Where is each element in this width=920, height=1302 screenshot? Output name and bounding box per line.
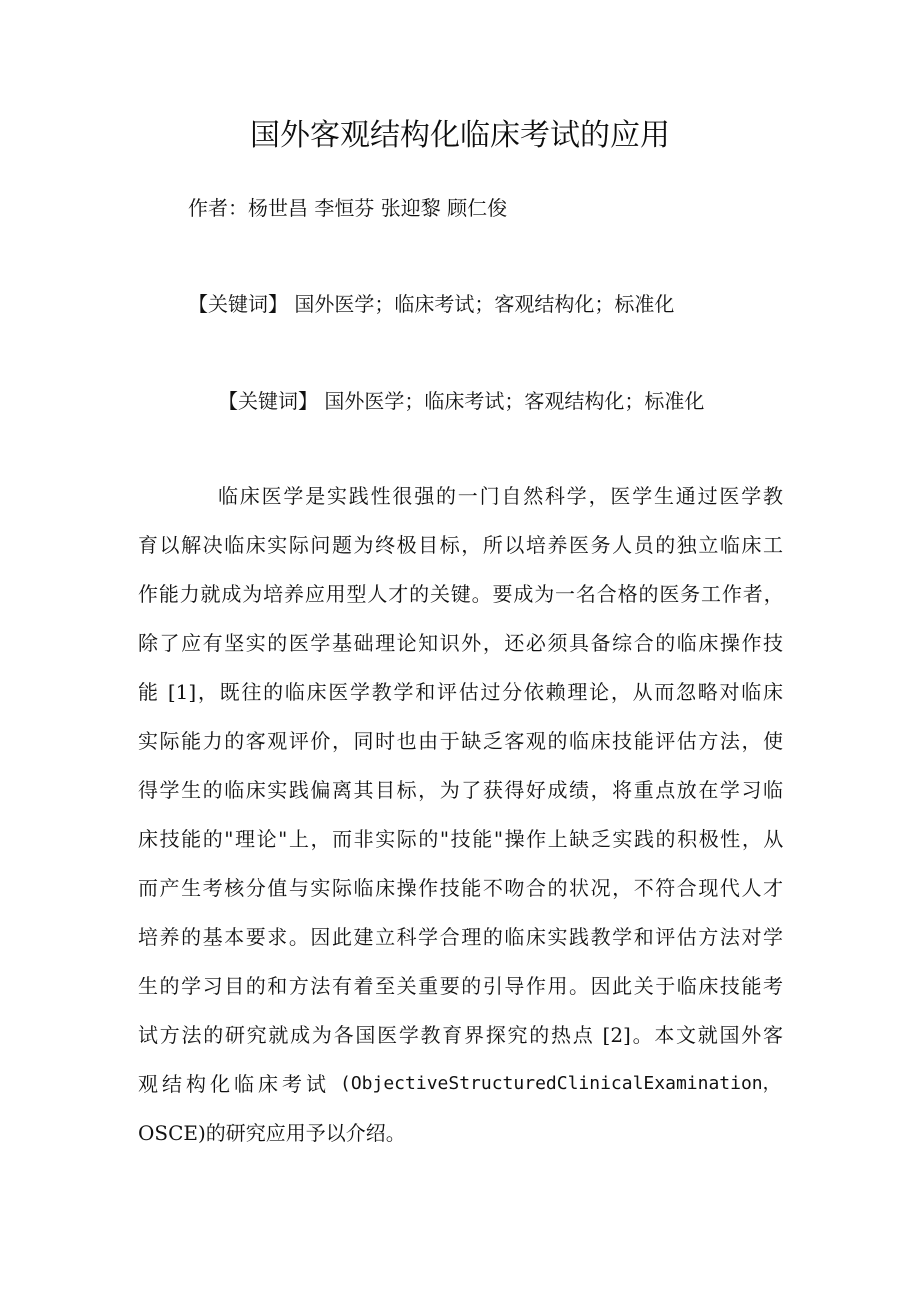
keywords-line: 【关键词】 国外医学；临床考试；客观结构化；标准化 bbox=[188, 292, 675, 316]
paragraph-line: 育以解决临床实际问题为终极目标，所以培养医务人员的独立临床工 bbox=[138, 533, 783, 557]
keywords-line-duplicate: 【关键词】 国外医学；临床考试；客观结构化；标准化 bbox=[218, 389, 705, 413]
author-line: 作者：杨世昌 李恒芬 张迎黎 顾仁俊 bbox=[188, 196, 508, 220]
paragraph-line-english: (ObjectiveStructuredClinicalExamination， bbox=[340, 1073, 781, 1094]
paragraph-line: 得学生的临床实践偏离其目标，为了获得好成绩，将重点放在学习临 bbox=[138, 778, 783, 802]
paragraph-line: 床技能的"理论"上，而非实际的"技能"操作上缺乏实践的积极性，从 bbox=[138, 827, 783, 851]
paragraph-line: 实际能力的客观评价，同时也由于缺乏客观的临床技能评估方法，使 bbox=[138, 729, 783, 753]
paragraph-line: 能 [1]，既往的临床医学教学和评估过分依赖理论，从而忽略对临床 bbox=[138, 680, 783, 704]
paragraph-line: 除了应有坚实的医学基础理论知识外，还必须具备综合的临床操作技 bbox=[138, 631, 783, 655]
paragraph-line: 试方法的研究就成为各国医学教育界探究的热点 [2]。本文就国外客 bbox=[138, 1023, 783, 1047]
paragraph-line: 生的学习目的和方法有着至关重要的引导作用。因此关于临床技能考 bbox=[138, 974, 783, 998]
paragraph-line: OSCE)的研究应用予以介绍。 bbox=[138, 1121, 406, 1145]
paragraph-line: 作能力就成为培养应用型人才的关键。要成为一名合格的医务工作者， bbox=[138, 582, 783, 606]
paragraph-line: 而产生考核分值与实际临床操作技能不吻合的状况，不符合现代人才 bbox=[138, 876, 783, 900]
paragraph-line: 临床医学是实践性很强的一门自然科学，医学生通过医学教 bbox=[218, 484, 783, 508]
paragraph-line: 观结构化临床考试 bbox=[138, 1072, 330, 1096]
document-title: 国外客观结构化临床考试的应用 bbox=[250, 118, 670, 153]
paragraph-line: 培养的基本要求。因此建立科学合理的临床实践教学和评估方法对学 bbox=[138, 925, 783, 949]
